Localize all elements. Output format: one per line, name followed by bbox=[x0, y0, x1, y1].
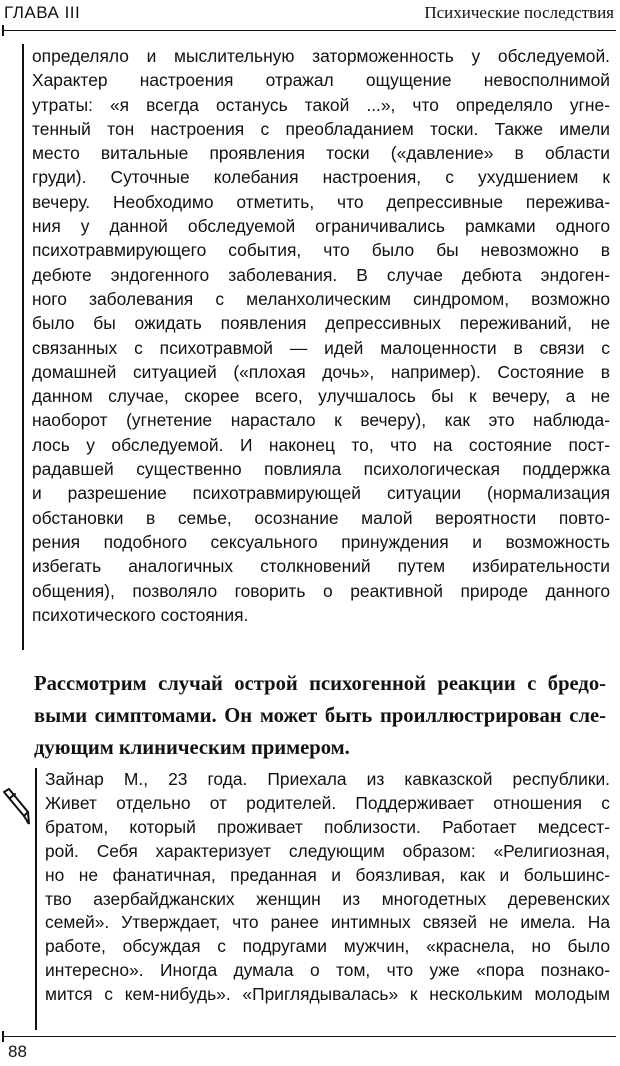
text-line: лось у обследуемой. И наконец то, что на состояние пост- bbox=[32, 434, 610, 455]
text-line: было бы ожидать появления депрессивных переживаний, не bbox=[32, 313, 610, 334]
text-line: Характер настроения отражал ощущение невосполнимой bbox=[32, 70, 610, 91]
text-line: рой. Себя характеризует следующим образом: «Религиозная, bbox=[45, 840, 610, 861]
chapter-title: ГЛАВА III bbox=[4, 3, 81, 22]
text-line: груди). Суточные колебания настроения, с ухудшением к bbox=[32, 167, 610, 188]
case-conclusion-block bbox=[22, 44, 610, 650]
text-line: дебюте эндогенного заболевания. В случае дебюта эндоген- bbox=[32, 264, 610, 285]
text-line: Живет отдельно от родителей. Поддерживает отношения с bbox=[45, 792, 610, 813]
intro-line: Рассмотрим случай острой психогенной реакции с бредо- bbox=[34, 673, 606, 695]
text-line: работе, обсуждая с подругами мужчин, «краснела, но было bbox=[45, 936, 610, 957]
text-line: место витальные проявления тоски («давление» в области bbox=[32, 143, 610, 164]
text-line: тво азербайджанских женщин из многодетных деревенских bbox=[45, 888, 610, 909]
header-rule bbox=[4, 30, 616, 31]
page-number: 88 bbox=[8, 1042, 27, 1061]
text-line: вечеру. Необходимо отметить, что депрессивные пережива- bbox=[32, 191, 610, 212]
text-line: связанных с психотравмой — идей малоценности в связи с bbox=[32, 337, 610, 358]
text-line: ния у данной обследуемой ограничивались рамками одного bbox=[32, 216, 610, 237]
intro-paragraph bbox=[34, 668, 606, 764]
text-line: общения), позволяло говорить о реактивной природе данного bbox=[32, 580, 610, 601]
text-line: психотического состояния. bbox=[32, 604, 249, 625]
section-title: Психические последствия bbox=[424, 3, 614, 22]
footer-rule bbox=[4, 1036, 616, 1037]
text-line: утраты: «я всегда останусь такой ...», что определяло угне- bbox=[32, 94, 610, 115]
intro-line: выми симптомами. Он может быть проиллюстрирован сле- bbox=[34, 705, 606, 727]
text-line: наоборот (угнетение нарастало к вечеру), как это наблюда- bbox=[32, 410, 610, 431]
text-line: данном случае, скорее всего, улучшалось бы к вечеру, а не bbox=[32, 386, 610, 407]
text-line: определяло и мыслительную заторможенность у обследуемой. bbox=[32, 46, 610, 66]
text-line: домашней ситуацией («плохая дочь», например). Состояние в bbox=[32, 361, 610, 382]
pen-icon bbox=[0, 786, 30, 832]
text-line: ного заболевания с меланхолическим синдромом, возможно bbox=[32, 288, 610, 309]
text-line: избегать аналогичных столкновений путем избирательности bbox=[32, 556, 610, 577]
text-line: мится с кем-нибудь». «Приглядывалась» к нескольким молодым bbox=[45, 984, 610, 1005]
text-line: семей». Утверждает, что ранее интимных связей не имела. На bbox=[45, 912, 610, 933]
text-line: братом, который проживает поблизости. Работает медсест- bbox=[45, 816, 610, 837]
text-line: радавшей существенно повлияла психологическая поддержка bbox=[32, 459, 610, 480]
intro-line: дующим клиническим примером. bbox=[34, 737, 350, 759]
text-line: психотравмирующего события, что было бы невозможно в bbox=[32, 240, 610, 261]
case-example-block bbox=[35, 768, 610, 1030]
text-line: обстановки в семье, осознание малой вероятности повто- bbox=[32, 507, 610, 528]
text-line: тенный тон настроения с преобладанием тоски. Также имели bbox=[32, 118, 610, 139]
text-line: Зайнар М., 23 года. Приехала из кавказской республики. bbox=[45, 769, 610, 789]
text-line: но не фанатичная, преданная и боязливая, как и большинс- bbox=[45, 864, 610, 885]
text-line: интересно». Иногда думала о том, что уже «пора познако- bbox=[45, 960, 610, 981]
text-line: и разрешение психотравмирующей ситуации (нормализация bbox=[32, 483, 610, 504]
text-line: рения подобного сексуального принуждения и возможность bbox=[32, 531, 610, 552]
